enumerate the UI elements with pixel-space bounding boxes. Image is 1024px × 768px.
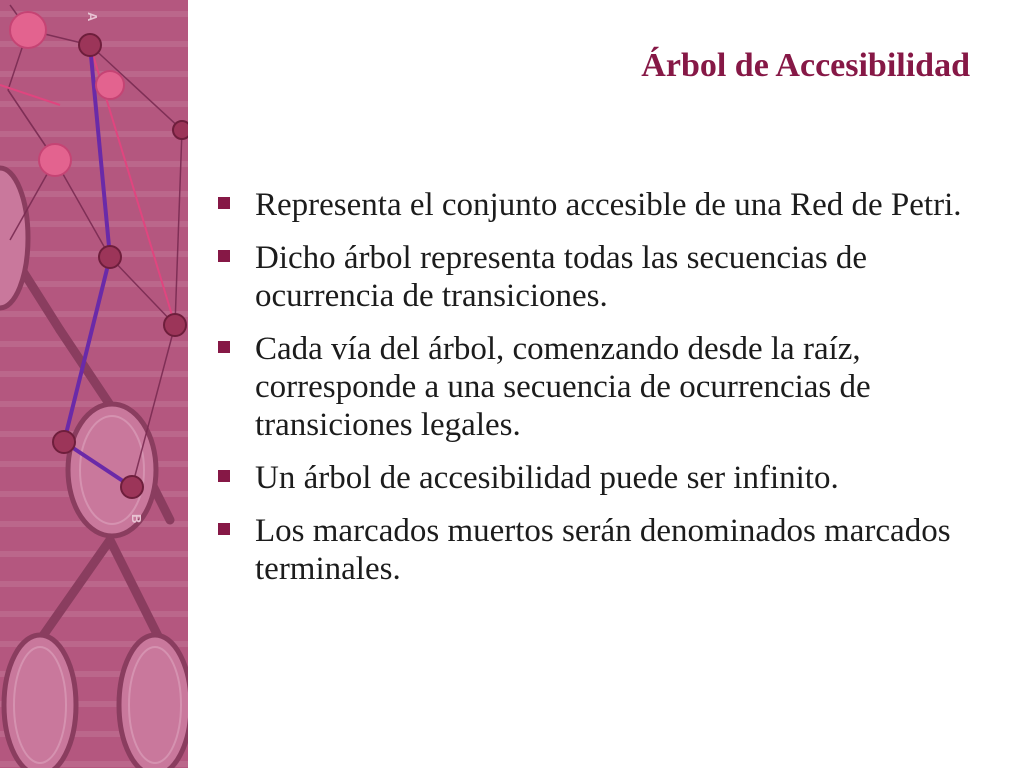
square-bullet-icon: [218, 523, 230, 535]
decorative-network-panel: [0, 0, 188, 768]
bullet-item: [214, 330, 990, 444]
bullet-item: [214, 239, 990, 315]
square-bullet-icon: [218, 250, 230, 262]
square-bullet-icon: [218, 341, 230, 353]
bullet-text: Cada vía del árbol, comenzando desde la raíz, corresponde a una secuencia de ocurrencias de transiciones legales.: [255, 331, 871, 443]
square-bullet-icon: [218, 197, 230, 209]
bullet-text: Representa el conjunto accesible de una Red de Petri.: [255, 187, 962, 223]
node-label-b: B: [129, 514, 144, 524]
slide-title: Árbol de Accesibilidad: [641, 47, 970, 84]
bullet-list: [214, 186, 990, 603]
bullet-text: Dicho árbol representa todas las secuencias de ocurrencia de transiciones.: [255, 240, 868, 314]
bullet-text: Los marcados muertos serán denominados marcados terminales.: [255, 513, 951, 587]
node-label-a: A: [85, 12, 100, 22]
network-graph-illustration: [0, 0, 188, 768]
bullet-item: [214, 459, 990, 497]
bullet-item: [214, 186, 990, 224]
bullet-item: [214, 512, 990, 588]
square-bullet-icon: [218, 470, 230, 482]
bullet-text: Un árbol de accesibilidad puede ser infinito.: [255, 460, 839, 496]
